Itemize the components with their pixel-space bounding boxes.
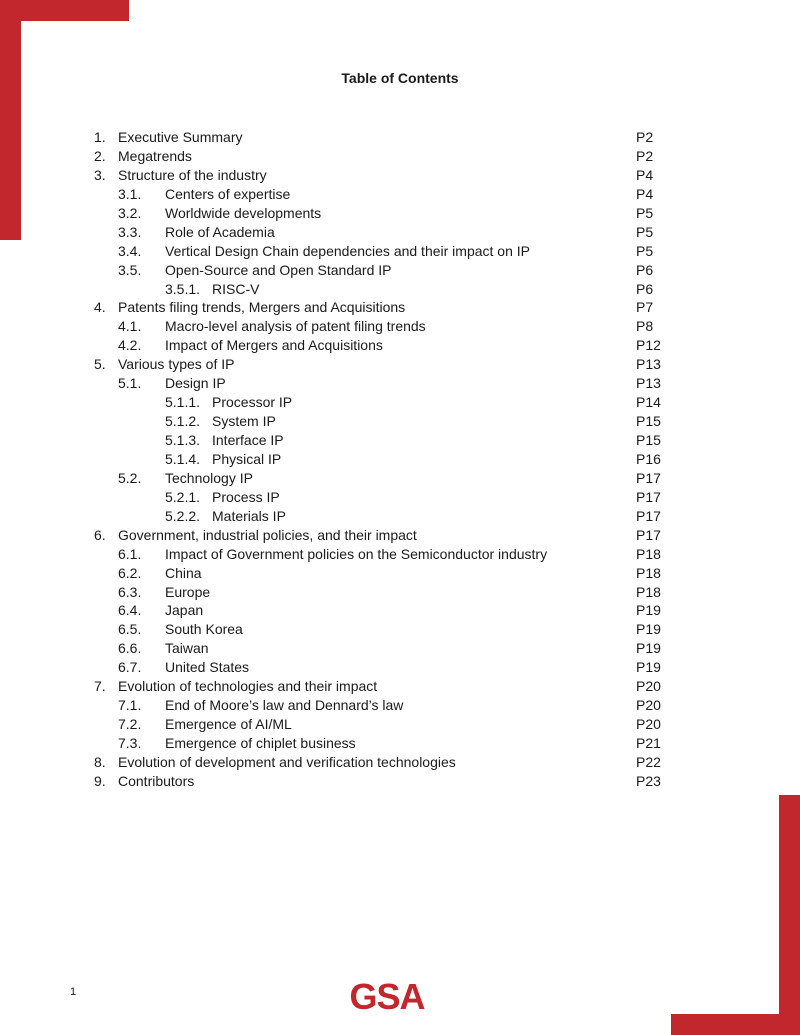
toc-entry-number: 4. xyxy=(94,299,106,316)
toc-entry[interactable] xyxy=(0,242,800,261)
toc-entry[interactable] xyxy=(0,715,800,734)
toc-entry-page: P14 xyxy=(636,394,661,411)
toc-entry[interactable] xyxy=(0,393,800,412)
toc-entry-page: P19 xyxy=(636,602,661,619)
toc-entry-number: 7. xyxy=(94,678,106,695)
toc-entry-number: 3.2. xyxy=(118,204,142,221)
toc-entry-page: P5 xyxy=(636,223,654,240)
toc-entry-page: P17 xyxy=(636,488,661,505)
toc-entry-page: P19 xyxy=(636,621,661,638)
toc-entry[interactable] xyxy=(0,620,800,639)
toc-entry-title: Vertical Design Chain dependencies and their impact on IP xyxy=(165,242,530,259)
toc-entry-number: 6.3. xyxy=(118,583,142,600)
toc-entry[interactable] xyxy=(0,128,800,147)
toc-entry-number: 8. xyxy=(94,753,106,770)
toc-entry-title: Technology IP xyxy=(165,469,253,486)
corner-bar-bottom-right-vertical xyxy=(779,795,800,1035)
toc-entry-title: Open-Source and Open Standard IP xyxy=(165,261,392,278)
toc-entry-page: P8 xyxy=(636,318,654,335)
toc-entry-title: Structure of the industry xyxy=(118,166,267,183)
toc-entry-number: 6.4. xyxy=(118,602,142,619)
toc-entry-title: Macro-level analysis of patent filing trends xyxy=(165,318,426,335)
toc-entry-page: P21 xyxy=(636,735,661,751)
toc-entry-page: P20 xyxy=(636,678,661,695)
toc-entry-number: 3.4. xyxy=(118,242,142,259)
toc-entry-number: 3.1. xyxy=(118,185,142,202)
toc-entry-page: P15 xyxy=(636,432,661,448)
toc-entry[interactable] xyxy=(0,374,800,393)
toc-entry-number: 5.1. xyxy=(118,375,142,392)
toc-entry[interactable] xyxy=(0,507,800,526)
toc-entry-page: P4 xyxy=(636,185,654,202)
toc-entry[interactable] xyxy=(0,601,800,620)
toc-entry-number: 6. xyxy=(94,526,106,543)
toc-entry-number: 3.3. xyxy=(118,223,142,240)
toc-entry-title: Japan xyxy=(165,602,204,619)
toc-entry-number: 7.3. xyxy=(118,735,142,751)
toc-entry[interactable] xyxy=(0,204,800,223)
toc-entry-page: P6 xyxy=(636,261,654,278)
toc-entry-page: P16 xyxy=(636,450,661,467)
toc-entry-page: P22 xyxy=(636,753,661,770)
toc-entry-number: 6.1. xyxy=(118,545,142,562)
toc-entry-number: 3. xyxy=(94,166,106,183)
gsa-logo-icon xyxy=(336,978,438,1015)
toc-entry-number: 3.5.1. xyxy=(165,280,201,297)
toc-entry-number: 5.1.3. xyxy=(165,432,201,448)
toc-entry[interactable] xyxy=(0,526,800,545)
toc-entry-number: 5.1.1. xyxy=(165,394,201,411)
toc-entry[interactable] xyxy=(0,488,800,507)
toc-entry-page: P17 xyxy=(636,507,661,524)
toc-entry-page: P7 xyxy=(636,299,654,316)
toc-entry-page: P2 xyxy=(636,147,654,164)
toc-entry[interactable] xyxy=(0,166,800,185)
toc-entry[interactable] xyxy=(0,317,800,336)
toc-entry[interactable] xyxy=(0,545,800,564)
toc-entry-number: 5.2.1. xyxy=(165,488,201,505)
toc-entry-title: United States xyxy=(165,659,250,676)
toc-entry[interactable] xyxy=(0,431,800,450)
toc-entry-number: 3.5. xyxy=(118,261,142,278)
toc-entry-title: South Korea xyxy=(165,621,243,638)
toc-entry[interactable] xyxy=(0,185,800,204)
svg-text:GSA: GSA xyxy=(349,978,425,1015)
table-of-contents xyxy=(0,128,800,791)
toc-entry-title: Centers of expertise xyxy=(165,185,291,202)
toc-entry-title: Executive Summary xyxy=(118,129,243,145)
toc-entry[interactable] xyxy=(0,298,800,317)
toc-entry-title: Impact of Government policies on the Semiconductor industry xyxy=(165,545,548,562)
toc-entry[interactable] xyxy=(0,734,800,753)
toc-entry-title: Emergence of AI/ML xyxy=(165,716,292,733)
toc-entry[interactable] xyxy=(0,583,800,602)
page-number: 1 xyxy=(70,986,77,998)
toc-entry-page: P17 xyxy=(636,526,661,543)
toc-entry-page: P5 xyxy=(636,242,654,259)
toc-entry-page: P18 xyxy=(636,583,661,600)
toc-entry-page: P2 xyxy=(636,129,654,145)
toc-entry-page: P6 xyxy=(636,280,654,297)
toc-entry-title: Design IP xyxy=(165,375,226,392)
toc-entry[interactable] xyxy=(0,412,800,431)
toc-entry-number: 4.2. xyxy=(118,337,142,354)
toc-entry-number: 6.7. xyxy=(118,659,142,676)
toc-entry-title: Megatrends xyxy=(118,147,192,164)
toc-entry-page: P18 xyxy=(636,564,661,581)
toc-entry[interactable] xyxy=(0,355,800,374)
toc-entry-page: P13 xyxy=(636,375,661,392)
toc-entry-page: P20 xyxy=(636,697,661,714)
toc-entry[interactable] xyxy=(0,147,800,166)
toc-entry-page: P15 xyxy=(636,413,661,430)
toc-entry-number: 5.2. xyxy=(118,469,142,486)
toc-entry[interactable] xyxy=(0,639,800,658)
toc-entry-number: 5.2.2. xyxy=(165,507,201,524)
toc-entry-page: P13 xyxy=(636,356,661,373)
toc-entry-number: 5. xyxy=(94,356,106,373)
toc-entry-title: Role of Academia xyxy=(165,223,275,240)
toc-entry[interactable] xyxy=(0,677,800,696)
toc-entry-page: P5 xyxy=(636,204,654,221)
toc-entry-page: P20 xyxy=(636,716,661,733)
toc-entry-title: End of Moore’s law and Dennard’s law xyxy=(165,697,404,714)
toc-entry-title: Physical IP xyxy=(212,450,282,467)
toc-entry[interactable] xyxy=(0,469,800,488)
toc-entry-number: 6.2. xyxy=(118,564,142,581)
toc-entry[interactable] xyxy=(0,658,800,677)
page-title: Table of Contents xyxy=(341,70,459,86)
toc-entry-number: 7.2. xyxy=(118,716,142,733)
toc-entry-number: 4.1. xyxy=(118,318,142,335)
toc-entry[interactable] xyxy=(0,450,800,469)
toc-entry-page: P17 xyxy=(636,469,661,486)
toc-entry-page: P23 xyxy=(636,772,661,789)
toc-entry-number: 2. xyxy=(94,147,106,164)
corner-bar-bottom-right-horizontal xyxy=(671,1014,800,1035)
toc-entry-title: Europe xyxy=(165,583,211,600)
toc-entry-title: System IP xyxy=(212,413,276,430)
toc-entry-page: P18 xyxy=(636,545,661,562)
toc-entry-title: Process IP xyxy=(212,488,280,505)
toc-entry-title: Taiwan xyxy=(165,640,209,657)
toc-entry-title: Government, industrial policies, and their impact xyxy=(118,526,417,543)
toc-entry[interactable] xyxy=(0,772,800,791)
toc-entry-title: Evolution of development and verification technologies xyxy=(118,753,456,770)
toc-entry-number: 1. xyxy=(94,129,106,145)
toc-entry-title: Impact of Mergers and Acquisitions xyxy=(165,337,383,354)
toc-entry-number: 6.6. xyxy=(118,640,142,657)
toc-entry-number: 5.1.2. xyxy=(165,413,201,430)
toc-entry[interactable] xyxy=(0,223,800,242)
toc-entry[interactable] xyxy=(0,280,800,299)
toc-entry-page: P19 xyxy=(636,659,661,676)
toc-entry-title: Emergence of chiplet business xyxy=(165,735,356,751)
toc-entry-number: 6.5. xyxy=(118,621,142,638)
toc-entry-title: Materials IP xyxy=(212,507,286,524)
toc-entry[interactable] xyxy=(0,336,800,355)
toc-entry-title: Worldwide developments xyxy=(165,204,322,221)
toc-entry-title: Various types of IP xyxy=(118,356,235,373)
toc-entry[interactable] xyxy=(0,261,800,280)
toc-entry-title: Contributors xyxy=(118,772,195,789)
toc-entry[interactable] xyxy=(0,753,800,772)
toc-entry[interactable] xyxy=(0,564,800,583)
toc-entry-title: RISC-V xyxy=(212,280,260,297)
toc-entry-title: Patents filing trends, Mergers and Acquisitions xyxy=(118,299,406,316)
toc-entry-page: P12 xyxy=(636,337,661,354)
toc-entry-number: 5.1.4. xyxy=(165,450,201,467)
toc-entry[interactable] xyxy=(0,696,800,715)
toc-entry-number: 9. xyxy=(94,772,106,789)
toc-entry-title: Interface IP xyxy=(212,432,284,448)
toc-entry-title: Evolution of technologies and their impact xyxy=(118,678,378,695)
toc-entry-title: China xyxy=(165,564,202,581)
toc-entry-number: 7.1. xyxy=(118,697,142,714)
toc-entry-page: P19 xyxy=(636,640,661,657)
toc-entry-page: P4 xyxy=(636,166,654,183)
toc-entry-title: Processor IP xyxy=(212,394,293,411)
